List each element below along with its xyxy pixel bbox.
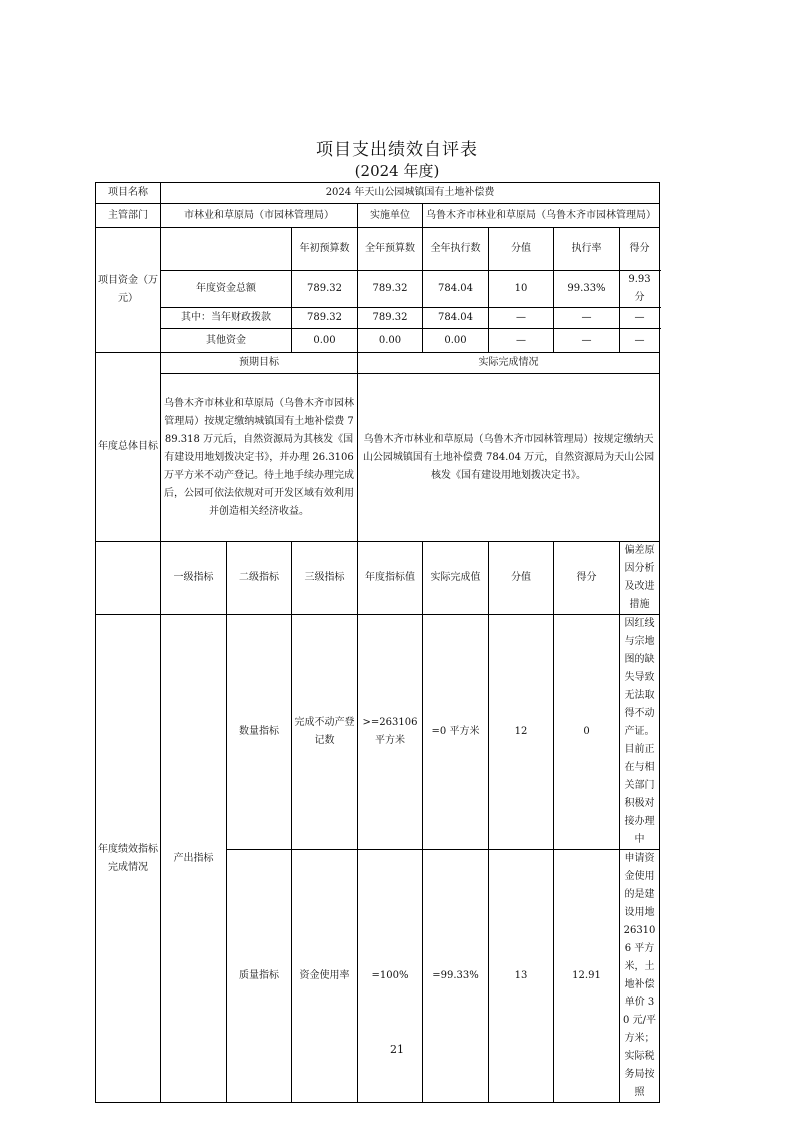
indicator-header-actual: 实际完成值: [423, 542, 489, 615]
indicator-score: 0: [554, 615, 620, 850]
indicator-score: 12.91: [554, 850, 620, 1103]
indicator-deviation: 申请资金使用的是建设用地 263106 平方米，土地补偿单价 30 元/平方米；实际税务局按照: [620, 850, 660, 1103]
funds-row-name: 年度资金总额: [161, 271, 292, 308]
goals-label: 年度总体目标: [96, 353, 161, 542]
indicator-level2: 质量指标: [227, 850, 292, 1103]
indicator-header-level3: 三级指标: [292, 542, 358, 615]
funds-row-score-value: 10: [489, 271, 554, 308]
indicator-header-target: 年度指标值: [358, 542, 423, 615]
indicator-header-level2: 二级指标: [227, 542, 292, 615]
indicator-header-score-value: 分值: [489, 542, 554, 615]
indicator-actual: =0 平方米: [423, 615, 489, 850]
funds-row-executed: 784.04: [423, 271, 489, 308]
funds-row-rate: 99.33%: [554, 271, 620, 308]
funds-row-name: 其他资金: [161, 329, 292, 353]
indicator-header-level1: 一级指标: [161, 542, 227, 615]
indicator-target: =100%: [358, 850, 423, 1103]
impl-unit-value: 乌鲁木齐市林业和草原局（乌鲁木齐市园林管理局）: [423, 204, 660, 228]
funds-header-blank: [161, 228, 292, 271]
funds-row-executed: 784.04: [423, 308, 489, 329]
funds-row-other: [96, 329, 660, 353]
indicator-level3: 资金使用率: [292, 850, 358, 1103]
project-name-label: 项目名称: [96, 183, 161, 204]
funds-row-name: 其中：当年财政拨款: [161, 308, 292, 329]
impl-unit-label: 实施单位: [358, 204, 423, 228]
funds-row-score: —: [620, 329, 660, 353]
indicator-level1: 产出指标: [161, 615, 227, 1103]
indicator-row-quantity: [96, 615, 660, 850]
project-name-value: 2024 年天山公园城镇国有土地补偿费: [161, 183, 660, 204]
funds-row-rate: —: [554, 329, 620, 353]
document-year: (2024 年度): [354, 162, 440, 180]
goals-expected-header: 预期目标: [161, 353, 358, 374]
funds-header-score-value: 分值: [489, 228, 554, 271]
funds-header-executed: 全年执行数: [423, 228, 489, 271]
funds-row-budget-start: 789.32: [292, 308, 358, 329]
indicator-header-blank: [96, 542, 161, 615]
funds-header-rate: 执行率: [554, 228, 620, 271]
goals-expected-text: 乌鲁木齐市林业和草原局（乌鲁木齐市园林管理局）按规定缴纳城镇国有土地补偿费 789.318 万元后，自然资源局为其核发《国有建设用地划拨决定书》，并办理 26.3106 万平方米不动产登记。待土地手续办理完成后，公园可依法依规对可开发区域有效利用并创造相关经济收益。: [161, 374, 358, 542]
funds-row-score: 9.93 分: [620, 271, 660, 308]
funds-row-budget-start: 789.32: [292, 271, 358, 308]
funds-header-budget-start: 年初预算数: [292, 228, 358, 271]
performance-table: [95, 182, 660, 1103]
funds-row-budget-start: 0.00: [292, 329, 358, 353]
dept-label: 主管部门: [96, 204, 161, 228]
funds-label: 项目资金（万元）: [96, 228, 161, 353]
indicator-score-value: 12: [489, 615, 554, 850]
funds-row-score-value: —: [489, 329, 554, 353]
indicator-score-value: 13: [489, 850, 554, 1103]
dept-value: 市林业和草原局（市园林管理局）: [161, 204, 358, 228]
indicator-level3: 完成不动产登记数: [292, 615, 358, 850]
funds-row-score: —: [620, 308, 660, 329]
page-number: 21: [390, 1043, 404, 1056]
indicator-level2: 数量指标: [227, 615, 292, 850]
funds-row-score-value: —: [489, 308, 554, 329]
indicator-actual: =99.33%: [423, 850, 489, 1103]
funds-header-budget-year: 全年预算数: [358, 228, 423, 271]
funds-row-budget-year: 789.32: [358, 271, 423, 308]
goals-actual-text: 乌鲁木齐市林业和草原局（乌鲁木齐市园林管理局）按规定缴纳天山公园城镇国有土地补偿费 784.04 万元，自然资源局为天山公园核发《国有建设用地划拨决定书》。: [358, 374, 660, 542]
indicator-deviation: 因红线与宗地图的缺失导致无法取得不动产证。目前正在与相关部门积极对接办理中: [620, 615, 660, 850]
indicator-target: >=263106 平方米: [358, 615, 423, 850]
indicator-header-score: 得分: [554, 542, 620, 615]
funds-row-rate: —: [554, 308, 620, 329]
funds-row-budget-year: 789.32: [358, 308, 423, 329]
indicator-header-deviation: 偏差原因分析及改进措施: [620, 542, 660, 615]
funds-header-score: 得分: [620, 228, 660, 271]
funds-row-fiscal: [96, 308, 660, 329]
goals-actual-header: 实际完成情况: [358, 353, 660, 374]
indicator-section-label: 年度绩效指标完成情况: [96, 615, 161, 1103]
funds-row-total: [96, 271, 660, 308]
funds-row-budget-year: 0.00: [358, 329, 423, 353]
document-title: 项目支出绩效自评表: [316, 140, 478, 160]
funds-row-executed: 0.00: [423, 329, 489, 353]
